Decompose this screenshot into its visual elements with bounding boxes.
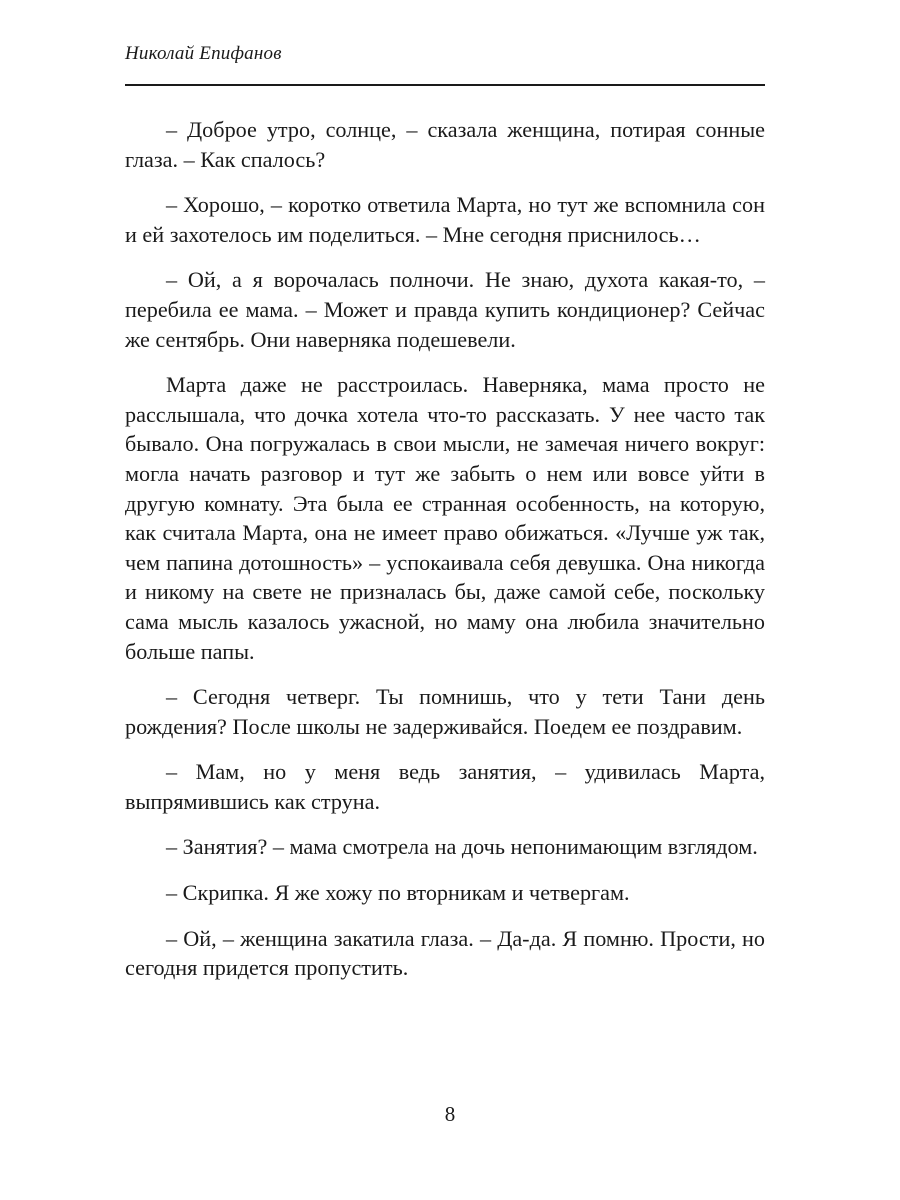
paragraph: – Мам, но у меня ведь занятия, – удивилась Марта, выпрямившись как струна. xyxy=(125,759,765,814)
paragraph: – Ой, – женщина закатила глаза. – Да-да. Я помню. Прости, но сегодня придется пропустить. xyxy=(125,925,765,981)
paragraph: – Ой, а я ворочалась полночи. Не знаю, духота какая-то, – перебила ее мама. – Может и правда купить кондиционер? Сейчас же сентябрь. Они наверняка подешевели. xyxy=(125,267,765,352)
paragraph: – Скрипка. Я же хожу по вторникам и четвергам. xyxy=(166,880,630,906)
paragraph: – Доброе утро, солнце, – сказала женщина, потирая сонные глаза. – Как спалось? xyxy=(125,117,765,172)
running-header xyxy=(125,42,765,66)
paragraph: – Сегодня четверг. Ты помнишь, что у тети Тани день рождения? После школы не задерживайся. Поедем ее поздравим. xyxy=(125,684,765,739)
page-body xyxy=(125,115,765,999)
author-name: Николай Епифанов xyxy=(125,43,282,64)
header-rule xyxy=(125,84,765,86)
paragraph: – Хорошо, – коротко ответила Марта, но тут же вспомнила сон и ей захотелось им поделиться. – Мне сегодня приснилось… xyxy=(125,192,765,247)
paragraph: Марта даже не расстроилась. Наверняка, мама просто не расслышала, что дочка хотела что-то рассказать. У нее часто так бывало. Она погружалась в свои мысли, не замечая ничего вокруг: могла начать разговор и тут же забыть о нем или вовсе уйти в другую комнату. Эта была ее странная особенность, на которую, как считала Марта, она не имеет право обижаться. «Лучше уж так, чем папина дотошность» – успокаивала себя девушка. Она никогда и никому на свете не призналась бы, даже самой себе, поскольку сама мысль казалось ужасной, но маму она любила значительно больше папы. xyxy=(125,372,765,664)
paragraph: – Занятия? – мама смотрела на дочь непонимающим взглядом. xyxy=(166,834,758,860)
page-number: 8 xyxy=(444,1102,456,1126)
